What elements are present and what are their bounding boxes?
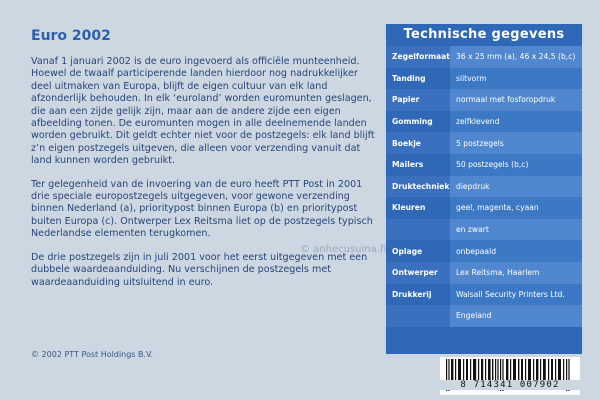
spec-value: 50 postzegels (b,c) bbox=[450, 154, 582, 176]
page-title: Euro 2002 bbox=[31, 28, 111, 44]
spec-label: Mailers bbox=[386, 154, 450, 176]
spec-value: slitvorm bbox=[450, 68, 582, 90]
spec-value: Engeland bbox=[450, 305, 582, 327]
spec-row bbox=[386, 68, 582, 90]
spec-value: Lex Reitsma, Haarlem bbox=[450, 262, 582, 284]
specs-table bbox=[386, 46, 582, 327]
spec-value: 36 x 25 mm (a), 46 x 24,5 (b,c) bbox=[450, 46, 582, 68]
spec-row bbox=[386, 89, 582, 111]
spec-row bbox=[386, 154, 582, 176]
spec-value: geel, magenta, cyaan bbox=[450, 197, 582, 219]
spec-label: Drukkerij bbox=[386, 284, 450, 306]
spec-label: Zegelformaat bbox=[386, 46, 450, 68]
technical-specs-panel bbox=[386, 24, 582, 354]
spec-label: Oplage bbox=[386, 240, 450, 262]
barcode-digits: 8 714341 007902 bbox=[440, 380, 580, 390]
spec-label: Papier bbox=[386, 89, 450, 111]
spec-row bbox=[386, 262, 582, 284]
paragraph-intro: Vanaf 1 januari 2002 is de euro ingevoerd als officiële munteenheid. Hoewel de twaalf participerende landen hierdoor nog nadrukkelijker deel uitmaken van Europa, blijft de eigen cultuur van elk land afzonderlijk behouden. In elk ‘euroland’ worden euromunten geslagen, die aan een zijde gelijk zijn, maar aan de andere zijde een eigen afbeelding tonen. De euromunten mogen in alle deelnemende landen worden gebruikt. Dit geldt echter niet voor de postzegels: elk land blijft z’n eigen postzegels uitgeven, die alleen voor verzending vanuit dat land kunnen worden gebruikt. bbox=[31, 56, 375, 167]
spec-row bbox=[386, 132, 582, 154]
spec-value: diepdruk bbox=[450, 176, 582, 198]
specs-header: Technische gegevens bbox=[403, 27, 565, 42]
spec-label bbox=[386, 305, 450, 327]
watermark-text: © anhecusuina.fi bbox=[300, 244, 387, 255]
spec-row bbox=[386, 240, 582, 262]
spec-label: Kleuren bbox=[386, 197, 450, 219]
spec-label: Boekje bbox=[386, 132, 450, 154]
paragraph-issue: Ter gelegenheid van de invoering van de euro heeft PTT Post in 2001 drie speciale europostzegels uitgegeven, voor gewone verzending binnen Nederland (a), prioritypost binnen Europa (b) en prioritypost buiten Europa (c). Ontwerper Lex Reitsma liet op de postzegels typisch Nederlandse elementen terugkomen. bbox=[31, 178, 373, 240]
body-text bbox=[31, 56, 376, 300]
spec-label: Gomming bbox=[386, 111, 450, 133]
spec-row bbox=[386, 197, 582, 219]
spec-value: 5 postzegels bbox=[450, 132, 582, 154]
spec-row bbox=[386, 219, 582, 241]
spec-label: Ontwerper bbox=[386, 262, 450, 284]
spec-value: en zwart bbox=[450, 219, 582, 241]
paragraph-release: De drie postzegels zijn in juli 2001 voor het eerst uitgegeven met een dubbele waardeaanduiding. Nu verschijnen de postzegels met waardeaanduiding uitsluitend in euro. bbox=[31, 251, 368, 288]
copyright-notice: © 2002 PTT Post Holdings B.V. bbox=[31, 350, 154, 359]
spec-label bbox=[386, 219, 450, 241]
spec-label: Druktechniek bbox=[386, 176, 450, 198]
spec-row bbox=[386, 176, 582, 198]
spec-value: normaal met fosforopdruk bbox=[450, 89, 582, 111]
spec-row bbox=[386, 284, 582, 306]
spec-value: Walsall Security Printers Ltd. bbox=[450, 284, 582, 306]
spec-row bbox=[386, 46, 582, 68]
spec-row bbox=[386, 111, 582, 133]
spec-label: Tanding bbox=[386, 68, 450, 90]
spec-row bbox=[386, 305, 582, 327]
spec-value: onbepaald bbox=[450, 240, 582, 262]
spec-value: zelfklevend bbox=[450, 111, 582, 133]
